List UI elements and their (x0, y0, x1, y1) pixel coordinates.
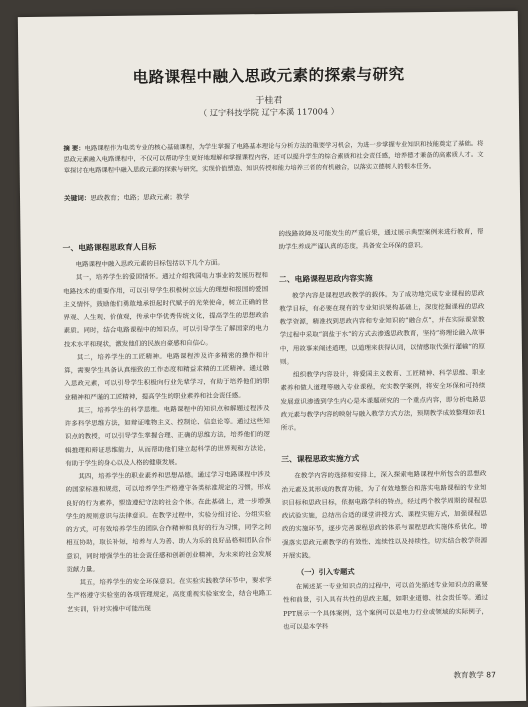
paragraph: 其四，培养学生的职业素养和思想品德。通过学习电路课程中涉及的国家标准和规范，可以培养学生严格遵守各类标准规定的习惯，形成良好的行为素养，塑造遵纪守法的社会个体。在此基础上，进一步增强学生的规则意识与法律意识。在教学过程中，实验分组讨论、分组实验的方式，可有效培养学生的团队合作精神和良好的行为习惯，同学之间相互协助，取长补短，培养与人为善、助人为乐的良好品格和团队合作意识，同时增强学生的社会责任感和创新创业精神，为未来的社会发展贡献力量。 (65, 470, 272, 574)
paragraph: 的线路故障及可能发生的严重后果，通过展示典型案例来进行教育，帮助学生养成严谨认真的态度，具备安全环保的意识。 (278, 227, 484, 252)
keywords (64, 187, 484, 202)
page-footer: 教育教学 87 (453, 670, 496, 680)
paragraph: 其三，培养学生的科学思维。电路课程中的知识点和解题过程涉及许多科学思维方法，如辩证唯物主义、控制论、信息论等。通过这些知识点的教授，可以引导学生掌握合理、正确的思维方法，培养他们的逻辑推理和辩证思维能力，从而帮助他们建立起科学的世界观和方法论，有助于学生的身心以及人格的健康发展。 (64, 403, 271, 468)
author-affiliation: （ 辽宁科技学院 辽宁本溪 117004 ） (198, 106, 339, 118)
right-column (278, 225, 488, 633)
section-heading-1: 一、电路课程思政育人目标 (62, 242, 157, 253)
abstract-text: 电路课程作为电类专业的核心基础课程，为学生掌握了电路基本理论与分析方法的重要学习机会，为进一步掌握专业知识和技能奠定了基础。将思政元素融入电路课程中，不仅可以帮助学生更好地理解和掌握课程内容，还可以提升学生的综合素质和社会责任感，培养德才兼备的高素质人才。文章探讨在电路课程中融入思政元素的探索与研究，实现价值塑造、知识传授和能力培养三者的有机融合，以落实立德树人的根本任务。 (63, 140, 484, 175)
paragraph: 教学内容是课程思政教学的载体。为了成功地完成专业课程的思政教学目标，有必要在现有的专业知识架构基础上，深度挖掘课程的思政教学资源，精准找到思政内容和专业知识的“融合点”，并在实际课堂教学过程中采取“润盐于水”的方式去渗透思政教育，坚持“将理论融入故事中，用故事来阐述道理，以道理来获得认同，以情感取代强行灌输”的原则。 (279, 288, 485, 366)
left-column (62, 233, 272, 616)
section-heading-3: 三、课程思政实施方式 (281, 454, 360, 465)
keywords-text: 思政教育；电路；思政元素；教学 (90, 192, 190, 203)
article-title: 电路课程中融入思政元素的探索与研究 (132, 65, 405, 87)
paragraph: 组织教学内容设计，将爱国主义教育、工匠精神、科学思维、职业素养和做人道理等融入专业课程，充实教学案例，将安全环保和可持续发展意识渗透到学生内心是本课题研究的一个重点内容，即分析电路思政元素与教学内容的映射与融入教学方式方法，预期教学成效整理如表1所示。 (280, 368, 486, 432)
abstract-label: 摘 要： (63, 145, 85, 153)
abstract (63, 138, 483, 176)
paragraph: 其一，培养学生的爱国情怀。通过介绍我国电力事业的发展历程和电路技术的重要作用，可以引导学生积极树立远大的理想和报国的爱国主义情怀，鼓励他们勇敢地承担起时代赋予的光荣使命，树立正确的世界观、人生观、价值观，传承中华优秀传统文化，提高学生的思想政治素质。同时，结合电路课程中的知识点，可以引导学生了解国家的电力技术水平和现状，激发他们的民族自豪感和自信心。 (63, 271, 269, 349)
paragraph: 其五，培养学生的安全环保意识。在实验实践教学环节中，要求学生严格遵守实验室的各项管理规定，高度重视实验室安全，结合电路工艺实训，针对实操中可能出现 (66, 576, 272, 614)
paragraph: 电路课程中融入思政元素的目标包括以下几个方面。 (75, 258, 224, 269)
keywords-label: 关键词： (63, 194, 91, 203)
author-name: 于桂君 (255, 95, 283, 107)
journal-page (18, 11, 526, 707)
subsection-heading: （一）引入专题式 (296, 567, 355, 577)
paragraph: 在教学内容的选择和安排上，深入探索电路课程中所包含的思想政治元素及其形成的教育功能，为了有效地整合和落实电路课程的专业知识目标和思政目标，依据电路学科的特点，经过两个教学周期的课程思政试验实施，总结出合适的课堂讲授方式、课程实施方式，加强课程思政的实施环节，逐步完善课程思政的体系与课程思政实施体系优化，增强落实思政元素教学的有效性、连续性以及持续性，切实结合教学资源开展实践。 (281, 469, 488, 560)
section-heading-2: 二、电路课程思政内容实施 (278, 273, 373, 284)
paragraph: 其二，培养学生的工匠精神。电路课程涉及许多精密的操作和计算，需要学生具备认真细致的工作态度和精益求精的工匠精神。通过融入思政元素，可以引导学生积极向行业先辈学习，有助于培养他们的职业精神和严谨的工匠精神，提高学生的职业素养和社会责任感。 (64, 350, 270, 402)
paragraph: 在阐述某一专业知识点的过程中，可以首先描述专业知识点的重要性和前景，引入具有共性的思政主题，如职业道德、社会责任等。通过PPT展示一个具体案例，这个案例可以是电力行业或领域的实际例子，也可以是本学科 (282, 580, 489, 631)
